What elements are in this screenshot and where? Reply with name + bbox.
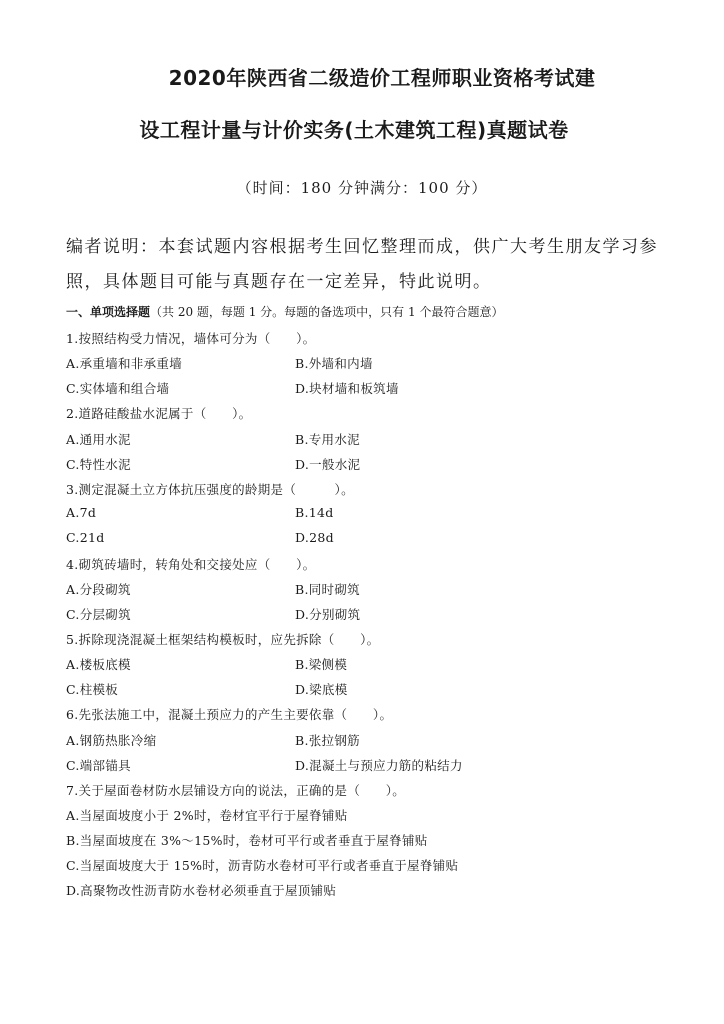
exam-time-info: （时间：180 分钟满分：100 分） (236, 179, 488, 197)
option-d: D.梁底模 (295, 682, 348, 697)
section-description: （共 20 题，每题 1 分。每题的备选项中，只有 1 个最符合题意） (150, 305, 504, 319)
question-stem: 2.道路硅酸盐水泥属于（ ）。 (66, 406, 252, 421)
option-b: B.当屋面坡度在 3%～15%时，卷材可平行或者垂直于屋脊铺贴 (66, 833, 428, 848)
question-stem: 7.关于屋面卷材防水层铺设方向的说法，正确的是（ ）。 (66, 783, 406, 798)
question-stem: 1.按照结构受力情况，墙体可分为（ ）。 (66, 331, 316, 346)
option-c: C.柱模板 (66, 682, 119, 697)
exam-title-line-1: 2020年陕西省二级造价工程师职业资格考试建 (168, 66, 596, 90)
exam-title-line-2: 设工程计量与计价实务(土木建筑工程)真题试卷 (139, 118, 569, 142)
option-b: B.梁侧模 (295, 657, 348, 672)
option-c: C.21d (66, 530, 105, 545)
option-d: D.块材墙和板筑墙 (295, 381, 399, 396)
option-d: D.28d (295, 530, 334, 545)
question-stem: 6.先张法施工中，混凝土预应力的产生主要依靠（ ）。 (66, 707, 393, 722)
option-c: C.分层砌筑 (66, 607, 131, 622)
option-a: A.分段砌筑 (66, 582, 131, 597)
option-d: D.分别砌筑 (295, 607, 361, 622)
option-b: B.外墙和内墙 (295, 356, 373, 371)
question-stem: 4.砌筑砖墙时，转角处和交接处应（ ）。 (66, 557, 316, 572)
section-heading: 一、单项选择题 (66, 305, 151, 319)
editor-note-line-2: 照，具体题目可能与真题存在一定差异，特此说明。 (66, 272, 492, 292)
option-b: B.张拉钢筋 (295, 733, 360, 748)
option-a: A.通用水泥 (66, 432, 131, 447)
option-d: D.混凝土与预应力筋的粘结力 (295, 758, 463, 773)
option-d: D.一般水泥 (295, 457, 361, 472)
option-b: B.专用水泥 (295, 432, 360, 447)
option-a: A.楼板底模 (66, 657, 131, 672)
question-stem: 5.拆除现浇混凝土框架结构模板时，应先拆除（ ）。 (66, 632, 380, 647)
option-d: D.高聚物改性沥青防水卷材必须垂直于屋顶铺贴 (66, 883, 337, 898)
option-a: A.钢筋热胀冷缩 (66, 733, 157, 748)
option-a: A.承重墙和非承重墙 (66, 356, 183, 371)
option-a: A.7d (66, 505, 97, 520)
option-c: C.端部锚具 (66, 758, 131, 773)
section-header (66, 303, 503, 320)
option-c: C.当屋面坡度大于 15%时，沥青防水卷材可平行或者垂直于屋脊铺贴 (66, 858, 459, 873)
option-c: C.实体墙和组合墙 (66, 381, 170, 396)
editor-note-line-1: 编者说明：本套试题内容根据考生回忆整理而成，供广大考生朋友学习参 (66, 237, 658, 257)
option-b: B.14d (295, 505, 334, 520)
option-b: B.同时砌筑 (295, 582, 360, 597)
option-c: C.特性水泥 (66, 457, 131, 472)
option-a: A.当屋面坡度小于 2%时，卷材宜平行于屋脊铺贴 (66, 808, 348, 823)
question-stem: 3.测定混凝土立方体抗压强度的龄期是（ ）。 (66, 482, 354, 497)
